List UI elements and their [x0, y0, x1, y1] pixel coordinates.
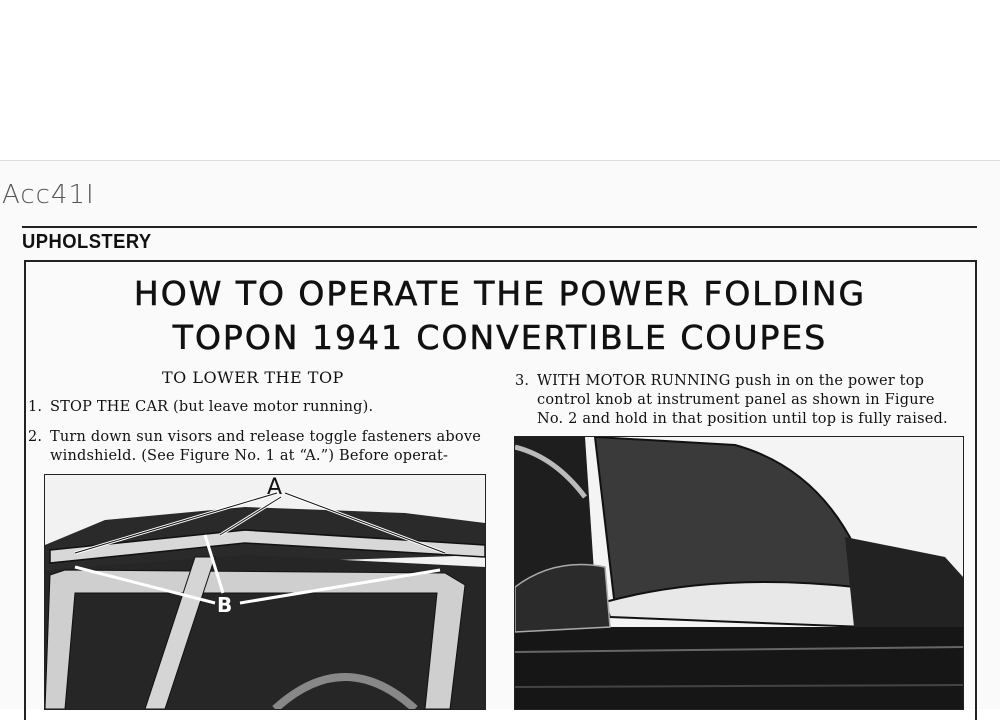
- step-text-line1: Turn down sun visors and release toggle fasteners above: [50, 429, 481, 445]
- section-header: UPHOLSTERY: [22, 231, 152, 253]
- step-number: 3.: [515, 373, 530, 389]
- step-text-line2: windshield. (See Figure No. 1 at “A.”) Before operat-: [50, 448, 449, 464]
- header-rule: [22, 226, 977, 228]
- step-text-line2: control knob at instrument panel as shown in Figure: [537, 392, 935, 408]
- figure-2-illustration: [515, 437, 963, 709]
- subheading: TO LOWER THE TOP: [162, 368, 344, 387]
- figure-1-label-a: A: [267, 475, 283, 500]
- figure-1-illustration: [45, 475, 485, 709]
- page-title-line2: TOPON 1941 CONVERTIBLE COUPES: [172, 318, 828, 357]
- step-text-line3: No. 2 and hold in that position until top is fully raised.: [537, 411, 948, 427]
- handwritten-note: Acc41I: [2, 180, 95, 210]
- page-title-line1: HOW TO OPERATE THE POWER FOLDING: [133, 274, 867, 313]
- step-number: 1.: [28, 399, 43, 415]
- figure-1-photo: [44, 474, 486, 710]
- step-1: [28, 398, 373, 417]
- step-number: 2.: [28, 429, 43, 445]
- step-2: [28, 428, 488, 466]
- step-text-line1: WITH MOTOR RUNNING push in on the power top: [537, 373, 925, 389]
- step-3: [515, 372, 975, 429]
- figure-2-photo: [514, 436, 964, 710]
- step-text: STOP THE CAR (but leave motor running).: [50, 399, 374, 415]
- figure-1-label-b: B: [217, 593, 233, 617]
